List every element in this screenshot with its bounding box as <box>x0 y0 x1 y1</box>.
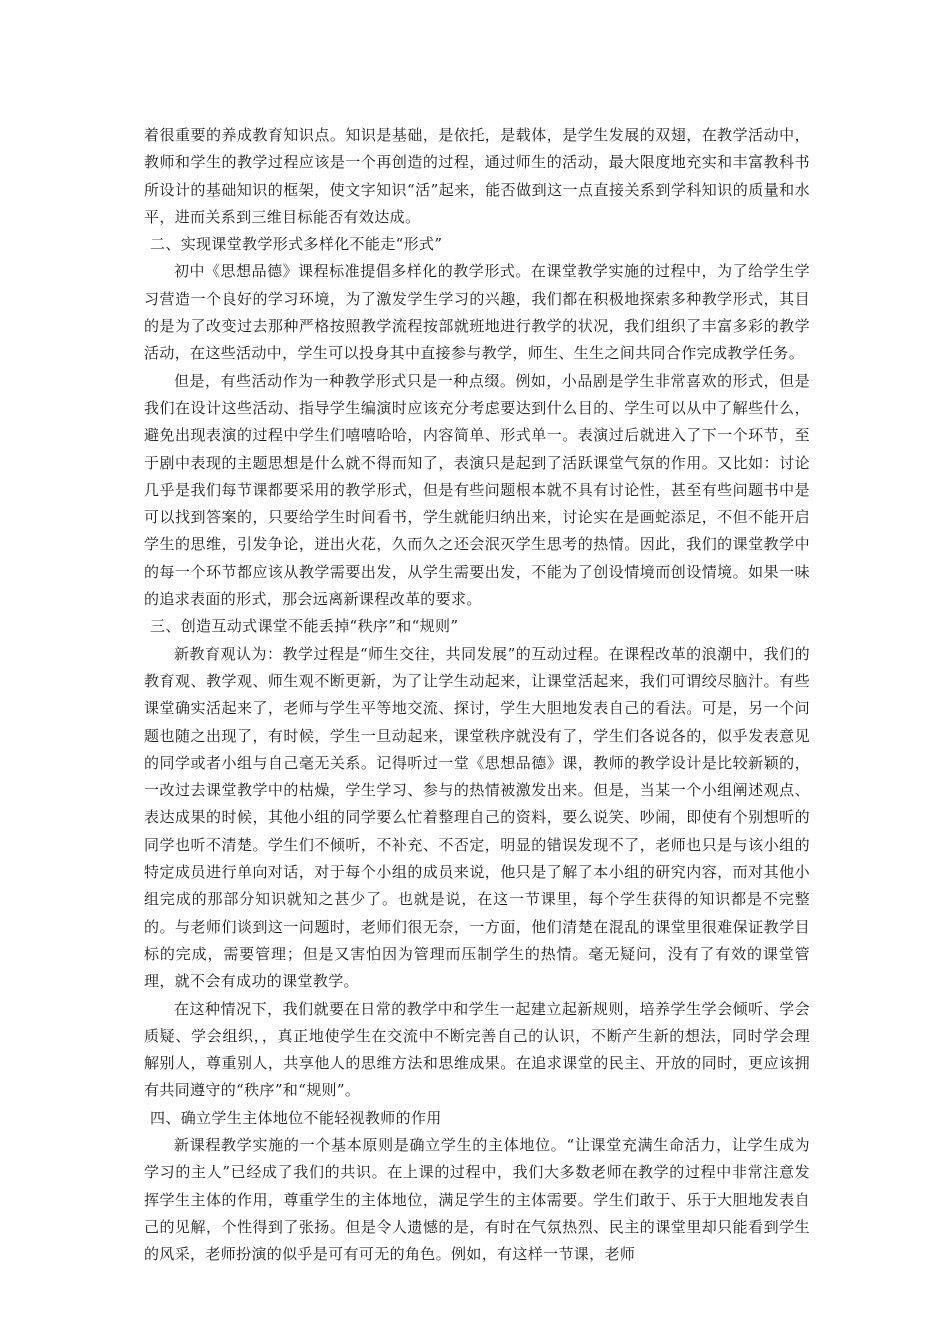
section-3-paragraph-2: 在这种情况下，我们就要在日常的教学中和学生一起建立起新规则，培养学生学会倾听、学会质疑、学会组织，，真正地使学生在交流中不断完善自己的认识，不断产生新的想法，同时学会理解别人，尊重别人，共享他人的思维方法和思维成果。在追求课堂的民主、开放的同时，更应该拥有共同遵守的“秩序”和“规则”。 <box>144 999 810 1100</box>
section-2-paragraph-1: 初中《思想品德》课程标准提倡多样化的教学形式。在课堂教学实施的过程中，为了给学生学习营造一个良好的学习环境，为了激发学生学习的兴趣，我们都在积极地探索多种教学形式，其目的是为了改变过去那种严格按照教学流程按部就班地进行教学的状况，我们组织了丰富多彩的教学活动，在这些活动中，学生可以投身其中直接参与教学，师生、生生之间共同合作完成教学任务。 <box>144 262 810 363</box>
section-4-paragraph-1: 新课程教学实施的一个基本原则是确立学生的主体地位。“让课堂充满生命活力，让学生成为学习的主人”已经成了我们的共识。在上课的过程中，我们大多数老师在教学的过程中非常注意发挥学生主体的作用，尊重学生的主体地位，满足学生的主体需要。学生们敢于、乐于大胆地发表自己的见解，个性得到了张扬。但是令人遗憾的是，有时在气氛热烈、民主的课堂里却只能看到学生的风采，老师扮演的似乎是可有可无的角色。例如，有这样一节课，老师 <box>144 1135 810 1264</box>
section-3-paragraph-1: 新教育观认为：教学过程是“师生交往，共同发展”的互动过程。在课程改革的浪潮中，我们的教育观、教学观、师生观不断更新，为了让学生动起来，让课堂活起来，我们可谓绞尽脑汁。有些课堂确实活起来了，老师与学生平等地交流、探讨，学生大胆地发表自己的看法。可是，另一个问题也随之出现了，有时候，学生一旦动起来，课堂秩序就没有了，学生们各说各的，似乎发表意见的同学或者小组与自己毫无关系。记得听过一堂《思想品德》课，教师的教学设计是比较新颖的，一改过去课堂教学中的枯燥，学生学习、参与的热情被激发出来。但是，当某一个小组阐述观点、表达成果的时候，其他小组的同学要么忙着整理自己的资料，要么说笑、吵闹，即使有个别想听的同学也听不清楚。学生们不倾听，不补充、不否定，明显的错误发现不了，老师也只是与该小组的特定成员进行单向对话，对于每个小组的成员来说，他只是了解了本小组的研究内容，而对其他小组完成的那部分知识就知之甚少了。也就是说，在这一节课里，每个学生获得的知识都是不完整的。与老师们谈到这一问题时，老师们很无奈，一方面，他们清楚在混乱的课堂里很难保证教学目标的完成，需要管理；但是又害怕因为管理而压制学生的热情。毫无疑问，没有了有效的课堂管理，就不会有成功的课堂教学。 <box>144 644 810 991</box>
section-heading-2: 二、实现课堂教学形式多样化不能走“形式” <box>150 235 443 254</box>
document-body <box>144 122 810 1268</box>
continuation-paragraph: 着很重要的养成教育知识点。知识是基础，是依托，是载体，是学生发展的双翅，在教学活动中，教师和学生的教学过程应该是一个再创造的过程，通过师生的活动，最大限度地充实和丰富教科书所设计的基础知识的框架，使文字知识“活”起来，能否做到这一点直接关系到学科知识的质量和水平，进而关系到三维目标能否有效达成。 <box>144 126 810 226</box>
section-heading-3: 三、创造互动式课堂不能丢掉“秩序”和“规则” <box>150 617 459 636</box>
section-heading-4: 四、确立学生主体地位不能轻视教师的作用 <box>150 1108 442 1127</box>
section-2-paragraph-2: 但是，有些活动作为一种教学形式只是一种点缀。例如，小品剧是学生非常喜欢的形式，但是我们在设计这些活动、指导学生编演时应该充分考虑要达到什么目的、学生可以从中了解些什么，避免出现表演的过程中学生们嘻嘻哈哈，内容简单、形式单一。表演过后就进入了下一个环节，至于剧中表现的主题思想是什么就不得而知了，表演只是起到了活跃课堂气氛的作用。又比如：讨论几乎是我们每节课都要采用的教学形式，但是有些问题根本就不具有讨论性，甚至有些问题书中是可以找到答案的，只要给学生时间看书，学生就能归纳出来，讨论实在是画蛇添足，不但不能开启学生的思维，引发争论，迸出火花，久而久之还会泯灭学生思考的热情。因此，我们的课堂教学中的每一个环节都应该从教学需要出发，从学生需要出发，不能为了创设情境而创设情境。如果一味的追求表面的形式，那会远离新课程改革的要求。 <box>144 371 810 609</box>
